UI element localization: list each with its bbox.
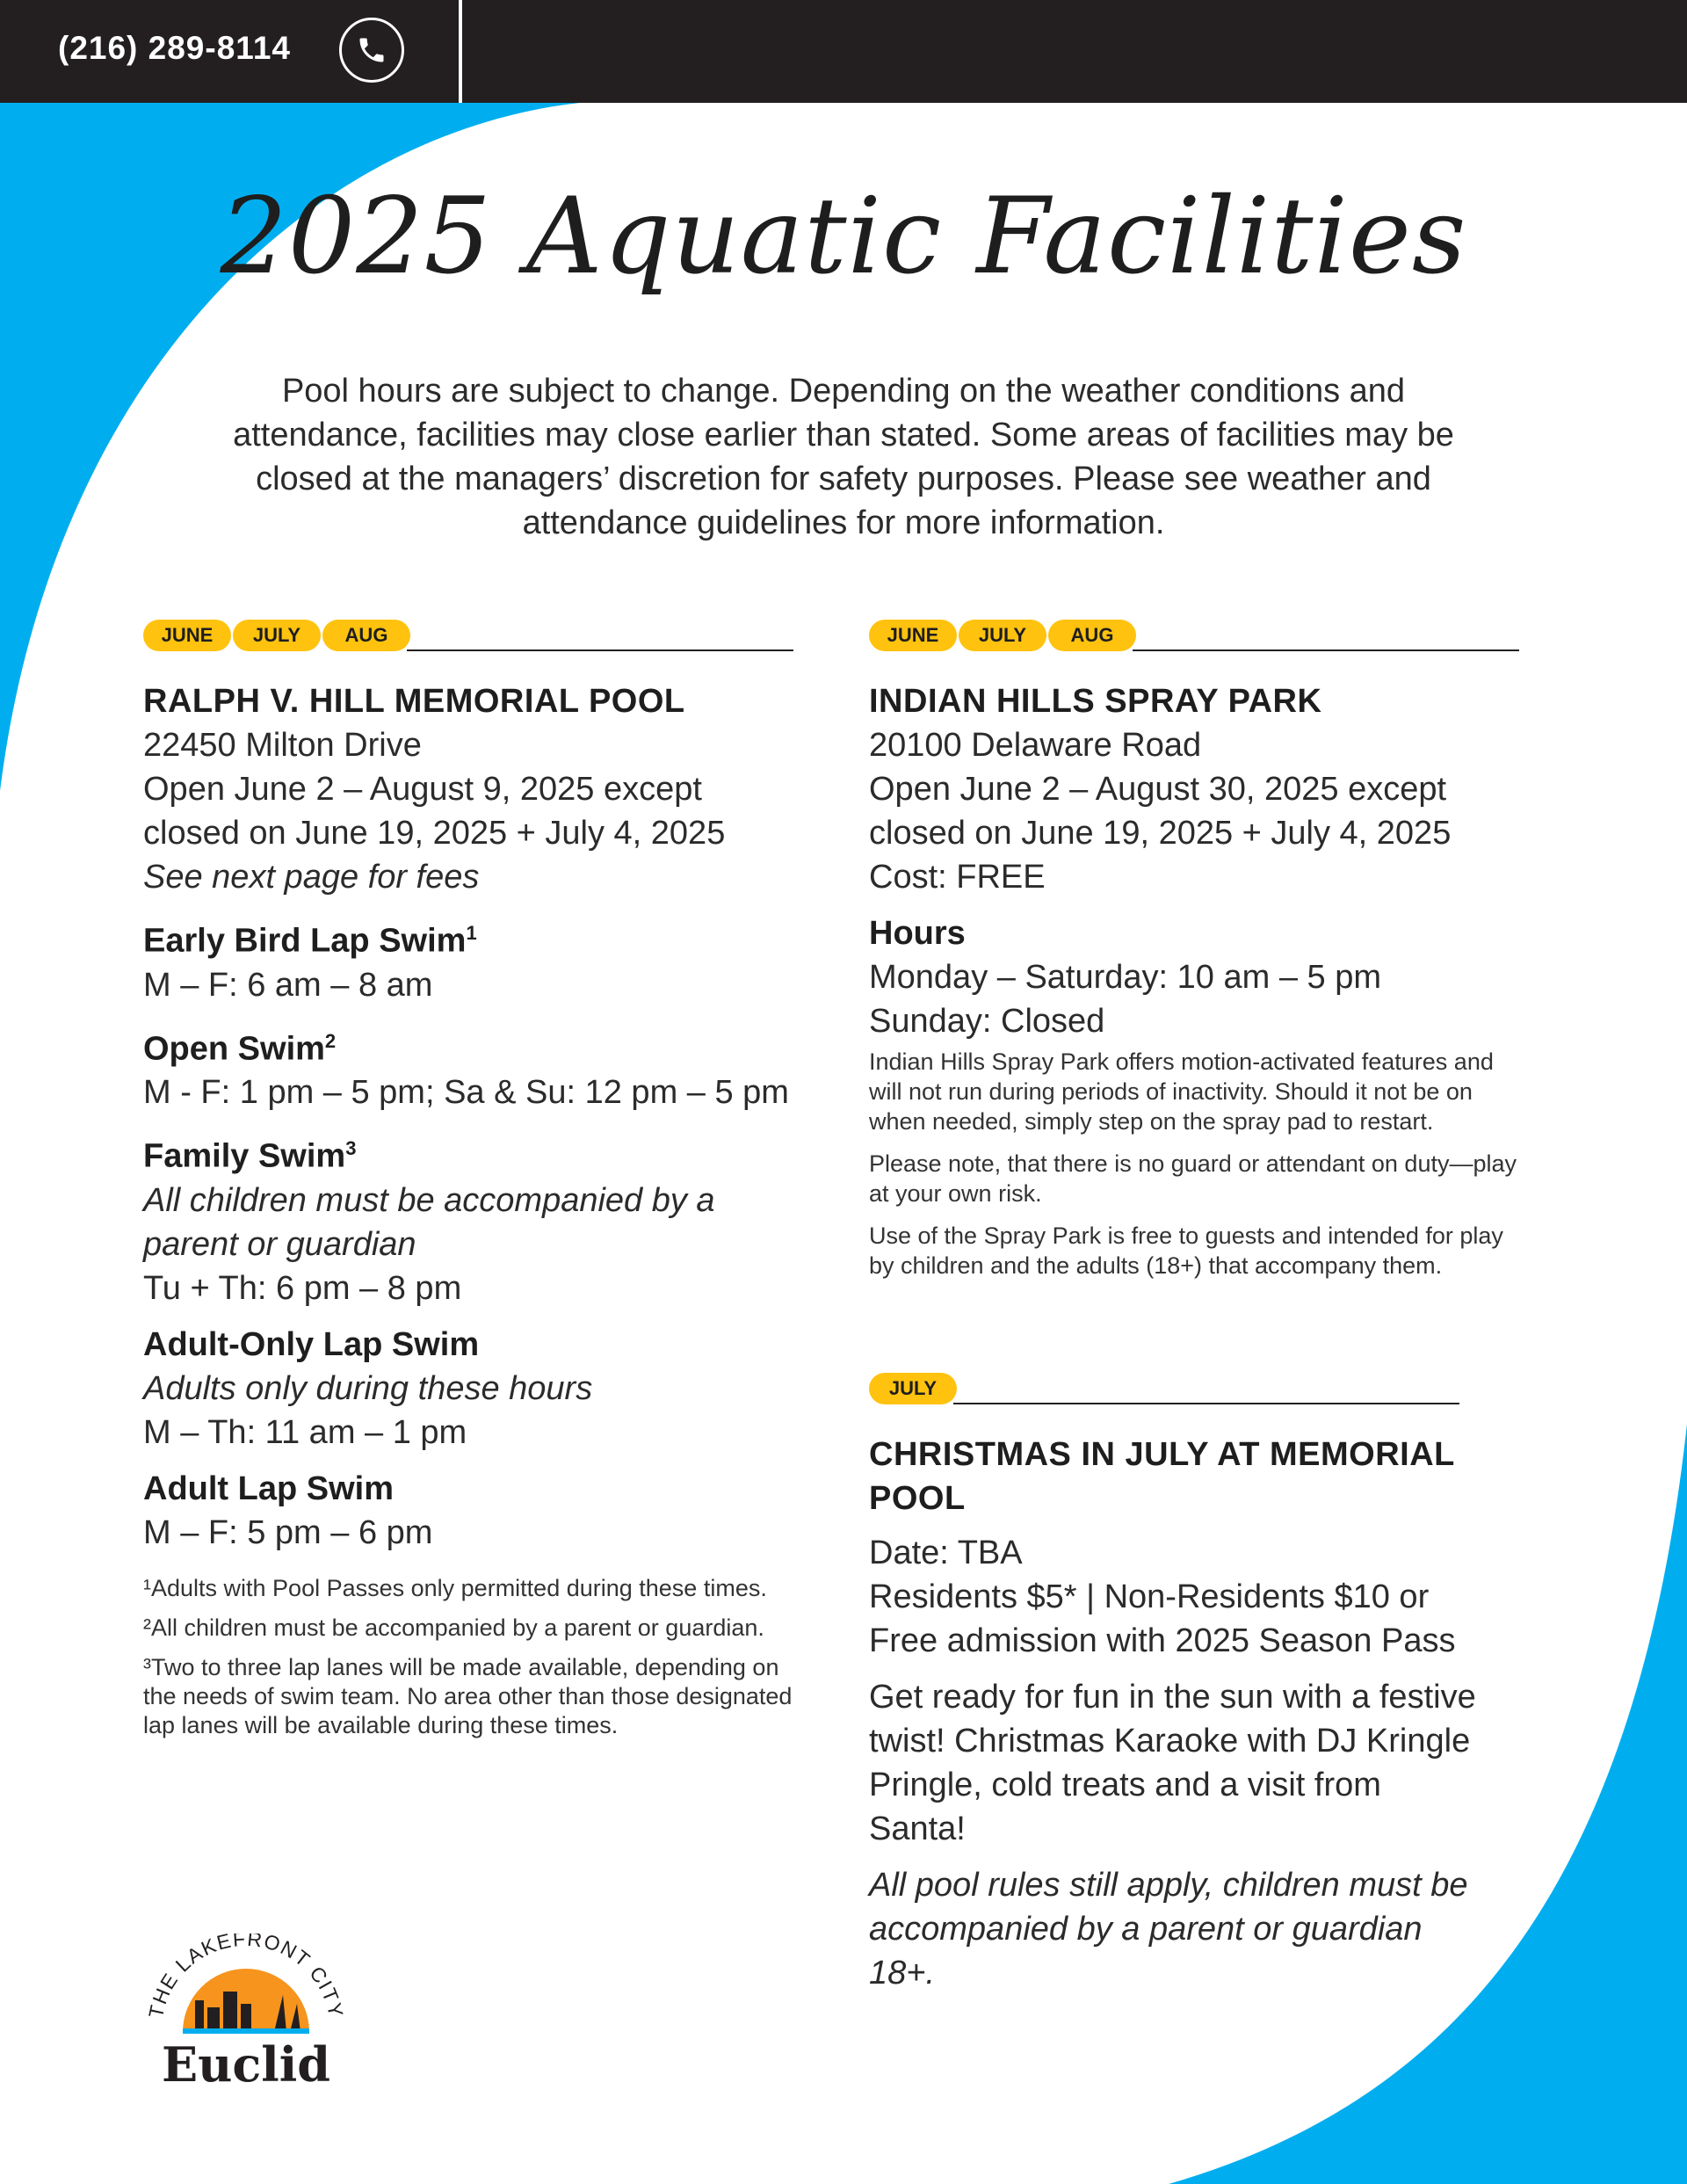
christmas-month-tags: [869, 1373, 1484, 1404]
month-tag: AUG: [322, 620, 410, 651]
spray-park-name: INDIAN HILLS SPRAY PARK: [869, 683, 1322, 720]
christmas-rules: All pool rules still apply, children must be accompanied by a parent or guardian 18+.: [869, 1867, 1468, 1992]
adult-lap-title: Adult Lap Swim: [143, 1469, 394, 1507]
month-tag: JULY: [959, 620, 1046, 651]
month-tag: JULY: [233, 620, 321, 651]
page-title: 2025 Aquatic Facilities: [220, 176, 1467, 298]
section-rule: [953, 1403, 1459, 1404]
christmas-title: CHRISTMAS IN JULY AT MEMORIAL POOL: [869, 1436, 1455, 1517]
spray-note-2: Please note, that there is no guard or attendant on duty—play at your own risk.: [869, 1150, 1517, 1207]
early-bird-hours: M – F: 6 am – 8 am: [143, 966, 433, 1004]
christmas-price-1: Residents $5* | Non-Residents $10 or: [869, 1578, 1430, 1615]
open-swim-hours: M - F: 1 pm – 5 pm; Sa & Su: 12 pm – 5 pm: [143, 1074, 789, 1112]
family-swim-note: All children must be accompanied by a parent or guardian: [143, 1181, 715, 1263]
spray-park-open-dates: Open June 2 – August 30, 2025 except: [869, 771, 1447, 808]
section-rule: [1133, 649, 1519, 651]
phone-icon[interactable]: [339, 18, 404, 83]
pool-fees-note: See next page for fees: [143, 859, 480, 896]
pool-address: 22450 Milton Drive: [143, 727, 422, 764]
pool-month-tags: [143, 620, 811, 651]
adult-lap-hours: M – F: 5 pm – 6 pm: [143, 1513, 433, 1551]
christmas-section: [869, 1373, 1484, 1995]
footnote-3: ³Two to three lap lanes will be made available, depending on the needs of swim team. No area other than those designated lap lanes will be available during these times.: [143, 1653, 793, 1738]
pool-section: [143, 620, 811, 1740]
svg-text:THE LAKEFRONT CITY: THE LAKEFRONT CITY: [143, 1934, 349, 2021]
phone-number[interactable]: (216) 289-8114: [58, 30, 291, 66]
footnote-1: ¹Adults with Pool Passes only permitted during these times.: [143, 1574, 767, 1601]
early-bird-title: Early Bird Lap Swim$^1$: [143, 922, 477, 960]
family-swim-hours: Tu + Th: 6 pm – 8 pm: [143, 1269, 462, 1307]
adult-only-title: Adult-Only Lap Swim: [143, 1325, 480, 1363]
pool-closed-dates: closed on June 19, 2025 + July 4, 2025: [143, 815, 726, 852]
christmas-description: Get ready for fun in the sun with a festive twist! Christmas Karaoke with DJ Kringle Pringle, cold treats and a visit from Santa!: [869, 1679, 1476, 1847]
pool-open-dates: Open June 2 – August 9, 2025 except: [143, 771, 702, 808]
spray-month-tags: [869, 620, 1519, 651]
footnote-2: ²All children must be accompanied by a parent or guardian.: [143, 1614, 764, 1641]
spray-hours-sunday: Sunday: Closed: [869, 1003, 1105, 1040]
month-tag: AUG: [1048, 620, 1136, 651]
header-divider: [459, 0, 462, 103]
christmas-price-2: Free admission with 2025 Season Pass: [869, 1622, 1456, 1659]
spray-note-3: Use of the Spray Park is free to guests and intended for play by children and the adults (18+) that accompany them.: [869, 1223, 1503, 1279]
euclid-logo: [141, 1934, 351, 2092]
svg-text:Euclid: Euclid: [161, 2036, 331, 2092]
christmas-date: Date: TBA: [869, 1535, 1023, 1571]
intro-paragraph: Pool hours are subject to change. Depending on the weather conditions and attendance, facilities may close earlier than stated. Some areas of facilities may be closed at the managers’ discretion for safety purposes. Please see weather and attendance guidelines for more information.: [233, 373, 1454, 541]
adult-only-hours: M – Th: 11 am – 1 pm: [143, 1413, 467, 1451]
spray-park-section: [869, 620, 1519, 1281]
open-swim-title: Open Swim$^2$: [143, 1029, 337, 1068]
pool-name: RALPH V. HILL MEMORIAL POOL: [143, 683, 685, 720]
month-tag: JULY: [869, 1373, 957, 1404]
section-rule: [407, 649, 793, 651]
spray-hours-weekday: Monday – Saturday: 10 am – 5 pm: [869, 959, 1381, 996]
family-swim-title: Family Swim$^3$: [143, 1137, 357, 1175]
top-bar: [0, 0, 1687, 103]
spray-park-cost: Cost: FREE: [869, 859, 1046, 896]
spray-hours-title: Hours: [869, 915, 966, 952]
spray-park-address: 20100 Delaware Road: [869, 727, 1202, 764]
spray-park-closed-dates: closed on June 19, 2025 + July 4, 2025: [869, 815, 1452, 852]
month-tag: JUNE: [869, 620, 957, 651]
month-tag: JUNE: [143, 620, 231, 651]
adult-only-note: Adults only during these hours: [143, 1369, 593, 1407]
spray-note-1: Indian Hills Spray Park offers motion-activated features and will not run during periods of inactivity. Should it not be on when needed, simply step on the spray pad to restart.: [869, 1048, 1494, 1135]
